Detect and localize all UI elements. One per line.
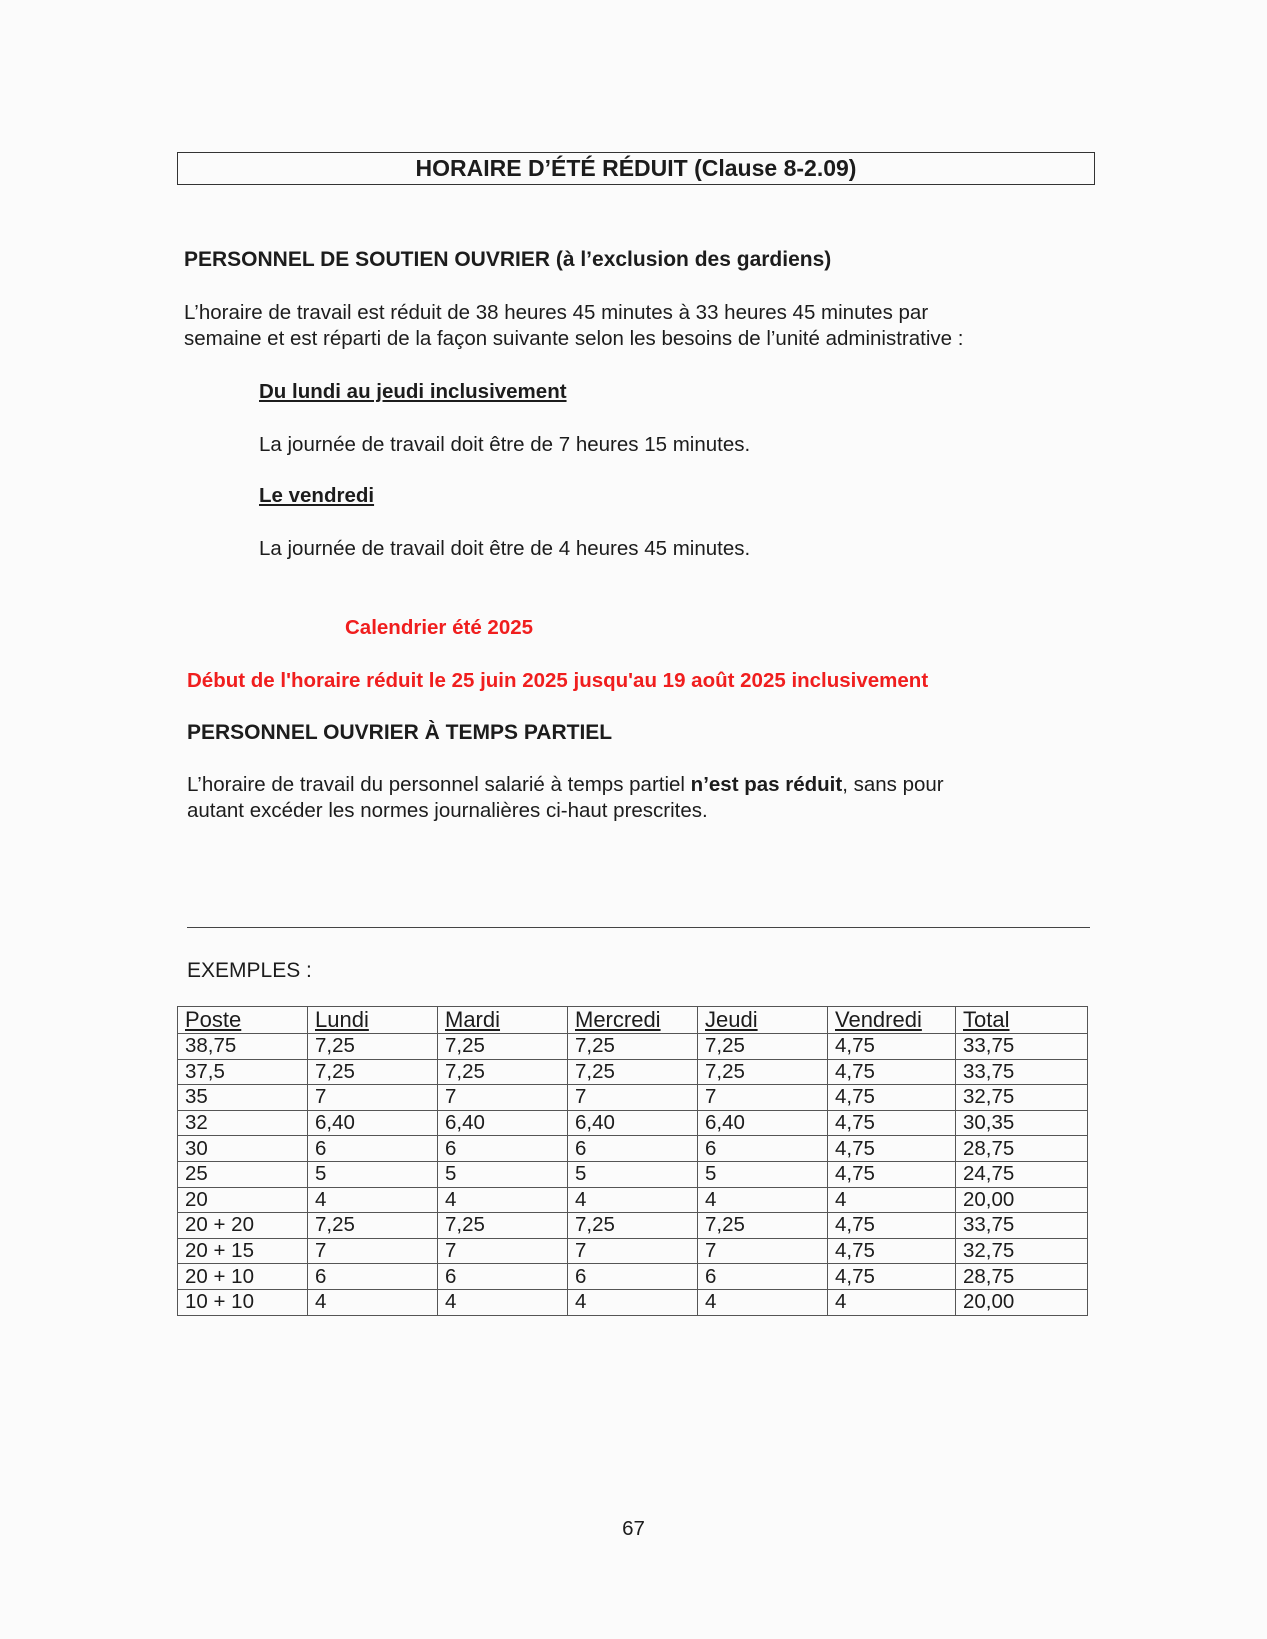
table-cell: 4,75 xyxy=(828,1238,956,1264)
table-cell: 32 xyxy=(178,1110,308,1136)
table-cell: 32,75 xyxy=(956,1238,1088,1264)
column-header: Lundi xyxy=(308,1007,438,1034)
table-cell: 6 xyxy=(438,1264,568,1290)
table-cell: 7 xyxy=(308,1085,438,1111)
table-cell: 24,75 xyxy=(956,1161,1088,1187)
paragraph-line xyxy=(187,772,944,798)
calendar-title: Calendrier été 2025 xyxy=(345,616,534,639)
table-cell: 6,40 xyxy=(308,1110,438,1136)
table-cell: 6 xyxy=(308,1264,438,1290)
table-cell: 5 xyxy=(568,1161,698,1187)
table-cell: 4 xyxy=(698,1289,828,1315)
paragraph-line: semaine et est réparti de la façon suivante selon les besoins de l’unité administrative : xyxy=(184,327,964,350)
table-cell: 5 xyxy=(438,1161,568,1187)
table-row xyxy=(178,1213,1088,1239)
table-cell: 4,75 xyxy=(828,1034,956,1060)
table-row xyxy=(178,1136,1088,1162)
table-row xyxy=(178,1187,1088,1213)
paragraph-line: La journée de travail doit être de 7 heures 15 minutes. xyxy=(259,433,751,456)
table-cell: 7 xyxy=(438,1238,568,1264)
table-cell: 20,00 xyxy=(956,1187,1088,1213)
table-cell: 4,75 xyxy=(828,1110,956,1136)
column-header: Poste xyxy=(178,1007,308,1034)
table-cell: 7,25 xyxy=(438,1034,568,1060)
table-cell: 33,75 xyxy=(956,1213,1088,1239)
page-number: 67 xyxy=(622,1517,645,1540)
paragraph-line: L’horaire de travail est réduit de 38 heures 45 minutes à 33 heures 45 minutes par xyxy=(184,301,929,324)
table-cell: 20 + 15 xyxy=(178,1238,308,1264)
horizontal-divider xyxy=(187,927,1090,928)
table-cell: 4 xyxy=(308,1289,438,1315)
column-header: Mardi xyxy=(438,1007,568,1034)
column-header: Jeudi xyxy=(698,1007,828,1034)
table-cell: 6,40 xyxy=(568,1110,698,1136)
table-cell: 6,40 xyxy=(698,1110,828,1136)
table-cell: 4 xyxy=(308,1187,438,1213)
table-cell: 7,25 xyxy=(308,1034,438,1060)
column-header: Mercredi xyxy=(568,1007,698,1034)
table-cell: 4,75 xyxy=(828,1213,956,1239)
table-cell: 7,25 xyxy=(698,1059,828,1085)
table-row xyxy=(178,1238,1088,1264)
table-cell: 4,75 xyxy=(828,1136,956,1162)
table-cell: 4 xyxy=(438,1289,568,1315)
table-cell: 7,25 xyxy=(568,1213,698,1239)
table-cell: 10 + 10 xyxy=(178,1289,308,1315)
table-cell: 6 xyxy=(568,1264,698,1290)
table-cell: 7,25 xyxy=(698,1213,828,1239)
table-row xyxy=(178,1289,1088,1315)
table-cell: 7,25 xyxy=(308,1213,438,1239)
paragraph-line: autant excéder les normes journalières ci-haut prescrites. xyxy=(187,799,708,822)
emphasis-text: n’est pas réduit xyxy=(690,773,843,796)
table-cell: 7,25 xyxy=(308,1059,438,1085)
table-row xyxy=(178,1085,1088,1111)
table-cell: 4 xyxy=(568,1289,698,1315)
table-cell: 6 xyxy=(698,1136,828,1162)
table-cell: 37,5 xyxy=(178,1059,308,1085)
column-header: Vendredi xyxy=(828,1007,956,1034)
paragraph-text: L’horaire de travail du personnel salarié à temps partiel xyxy=(187,773,691,796)
table-cell: 33,75 xyxy=(956,1034,1088,1060)
subheading-lundi-jeudi: Du lundi au jeudi inclusivement xyxy=(259,380,567,403)
subheading-vendredi: Le vendredi xyxy=(259,484,375,507)
page-title: HORAIRE D’ÉTÉ RÉDUIT (Clause 8-2.09) xyxy=(177,152,1095,185)
table-cell: 32,75 xyxy=(956,1085,1088,1111)
paragraph-line: La journée de travail doit être de 4 heures 45 minutes. xyxy=(259,537,751,560)
examples-table xyxy=(177,1006,1088,1316)
table-header-row xyxy=(178,1007,1088,1034)
table-cell: 20,00 xyxy=(956,1289,1088,1315)
table-cell: 4,75 xyxy=(828,1161,956,1187)
table-row xyxy=(178,1264,1088,1290)
table-cell: 28,75 xyxy=(956,1264,1088,1290)
table-cell: 4 xyxy=(438,1187,568,1213)
table-cell: 6 xyxy=(698,1264,828,1290)
table-cell: 38,75 xyxy=(178,1034,308,1060)
table-cell: 7 xyxy=(698,1238,828,1264)
table-cell: 4 xyxy=(698,1187,828,1213)
column-header: Total xyxy=(956,1007,1088,1034)
section-heading-ouvrier: PERSONNEL DE SOUTIEN OUVRIER (à l’exclusion des gardiens) xyxy=(184,248,832,271)
table-row xyxy=(178,1059,1088,1085)
table-row xyxy=(178,1110,1088,1136)
table-cell: 6 xyxy=(438,1136,568,1162)
table-cell: 30,35 xyxy=(956,1110,1088,1136)
table-cell: 33,75 xyxy=(956,1059,1088,1085)
table-cell: 7 xyxy=(568,1085,698,1111)
table-cell: 7,25 xyxy=(568,1059,698,1085)
table-row xyxy=(178,1034,1088,1060)
table-cell: 7,25 xyxy=(438,1059,568,1085)
table-cell: 4 xyxy=(568,1187,698,1213)
table-row xyxy=(178,1161,1088,1187)
table-cell: 5 xyxy=(698,1161,828,1187)
table-cell: 28,75 xyxy=(956,1136,1088,1162)
table-cell: 4,75 xyxy=(828,1264,956,1290)
section-heading-temps-partiel: PERSONNEL OUVRIER À TEMPS PARTIEL xyxy=(187,721,613,744)
table-cell: 7 xyxy=(438,1085,568,1111)
table-cell: 7 xyxy=(698,1085,828,1111)
table-cell: 30 xyxy=(178,1136,308,1162)
table-cell: 35 xyxy=(178,1085,308,1111)
table-cell: 7 xyxy=(568,1238,698,1264)
calendar-period: Début de l'horaire réduit le 25 juin 2025 jusqu'au 19 août 2025 inclusivement xyxy=(187,669,929,692)
table-cell: 7 xyxy=(308,1238,438,1264)
table-cell: 4 xyxy=(828,1187,956,1213)
examples-heading: EXEMPLES : xyxy=(187,959,312,982)
paragraph-text: , sans pour xyxy=(842,773,944,796)
table-cell: 20 xyxy=(178,1187,308,1213)
table-cell: 7,25 xyxy=(568,1034,698,1060)
table-cell: 4,75 xyxy=(828,1085,956,1111)
table-cell: 6,40 xyxy=(438,1110,568,1136)
table-cell: 4 xyxy=(828,1289,956,1315)
table-cell: 20 + 10 xyxy=(178,1264,308,1290)
table-cell: 20 + 20 xyxy=(178,1213,308,1239)
table-cell: 6 xyxy=(308,1136,438,1162)
table-cell: 25 xyxy=(178,1161,308,1187)
table-cell: 5 xyxy=(308,1161,438,1187)
table-cell: 7,25 xyxy=(438,1213,568,1239)
table-cell: 4,75 xyxy=(828,1059,956,1085)
table-cell: 6 xyxy=(568,1136,698,1162)
table-cell: 7,25 xyxy=(698,1034,828,1060)
